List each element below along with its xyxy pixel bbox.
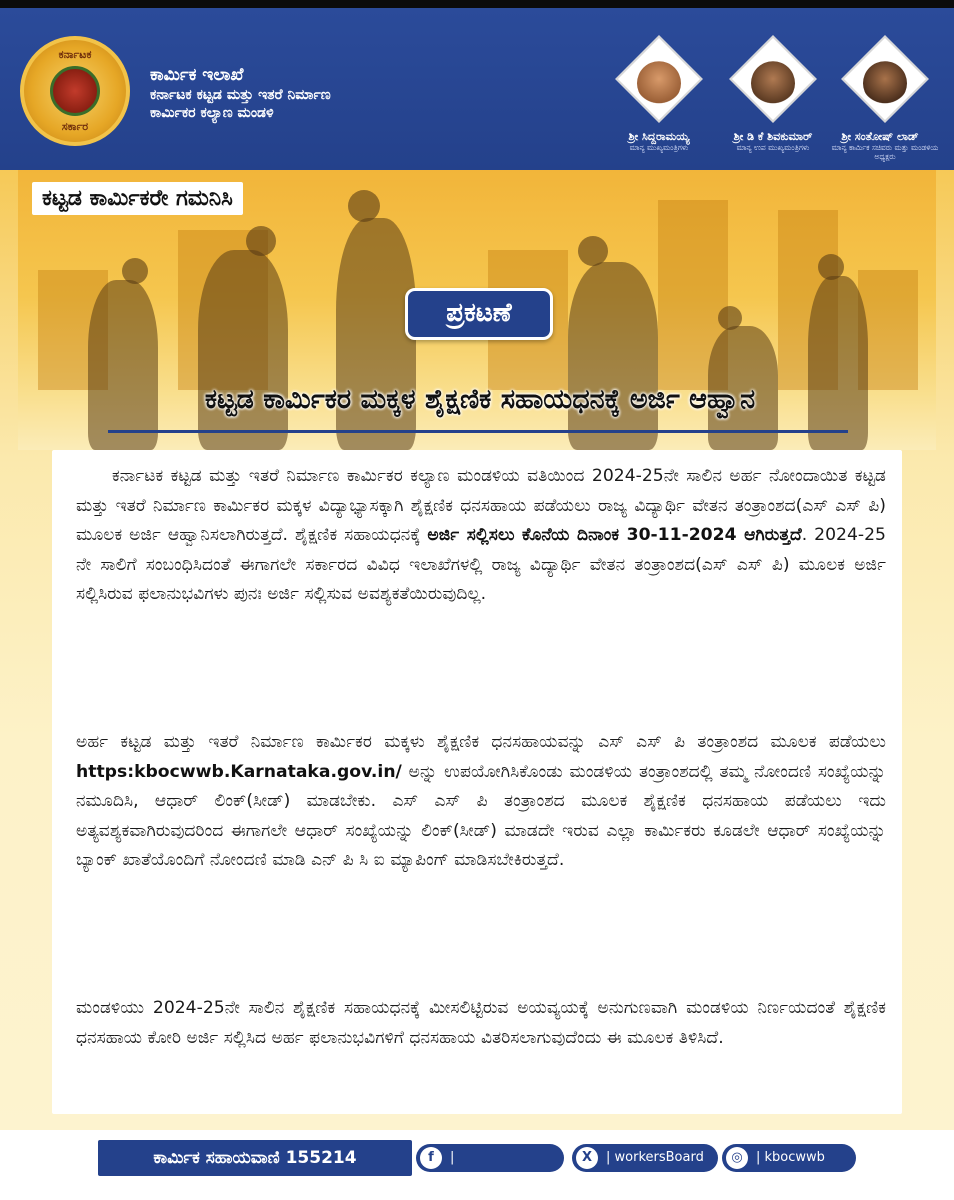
- x-handle[interactable]: [572, 1144, 718, 1172]
- leader-1-photo: [615, 35, 703, 123]
- leader-1-name: ಶ್ರೀ ಸಿದ್ದರಾಮಯ್ಯ: [628, 130, 690, 143]
- leader-2-name: ಶ್ರೀ ಡಿ ಕೆ ಶಿವಕುಮಾರ್: [733, 130, 813, 143]
- leader-2-role: ಮಾನ್ಯ ಉಪ ಮುಖ್ಯಮಂತ್ರಿಗಳು: [736, 143, 810, 152]
- helpline-badge: ಕಾರ್ಮಿಕ ಸಹಾಯವಾಣಿ 155214: [98, 1140, 412, 1176]
- instagram-youtube-handle[interactable]: [722, 1144, 856, 1172]
- deadline-highlight: ಅರ್ಜಿ ಸಲ್ಲಿಸಲು ಕೊನೆಯ ದಿನಾಂಕ 30-11-2024 ಆಗಿರುತ್ತದೆ: [427, 525, 802, 545]
- x-icon: X: [576, 1147, 598, 1169]
- page-title: ಕಟ್ಟಡ ಕಾರ್ಮಿಕರ ಮಕ್ಕಳ ಶೈಕ್ಷಣಿಕ ಸಹಾಯಧನಕ್ಕೆ ಅರ್ಜಿ ಆಹ್ವಾನ: [204, 384, 756, 415]
- facebook-handle-text: | workerswelfare: [450, 1150, 549, 1193]
- leader-3-photo: [841, 35, 929, 123]
- karnataka-seal-icon: [20, 36, 130, 146]
- facebook-handle[interactable]: [416, 1144, 564, 1193]
- leader-3: [830, 48, 940, 161]
- paragraph-3: [76, 994, 886, 1053]
- seal-bottom-text: ಸರ್ಕಾರ: [61, 120, 89, 133]
- worker-silhouette: [198, 250, 288, 450]
- paragraph-3-text: ಮಂಡಳಿಯು 2024-25ನೇ ಸಾಲಿನ ಶೈಕ್ಷಣಿಕ ಸಹಾಯಧನಕ್ಕೆ ಮೀಸಲಿಟ್ಟಿರುವ ಅಯವ್ಯಯಕ್ಕೆ ಅನುಗುಣವಾಗಿ ಮಂಡಳಿಯ ನಿರ್ಣಯದಂತೆ ಶೈಕ್ಷಣಿಕ ಧನಸಹಾಯ ಕೋರಿ ಅರ್ಜಿ ಸಲ್ಲಿಸಿದ ಅರ್ಹ ಫಲಾನುಭವಿಗಳಿಗೆ ಧನಸಹಾಯ ವಿತರಿಸಲಾಗುವುದೆಂದು ಈ ಮೂಲಕ ತಿಳಿಸಿದೆ.: [76, 998, 886, 1048]
- leader-2-photo: [729, 35, 817, 123]
- x-handle-text: | workersBoard: [606, 1150, 704, 1165]
- department-name: ಕಾರ್ಮಿಕ ಇಲಾಖೆ: [150, 65, 244, 85]
- worker-silhouette: [808, 276, 868, 450]
- paragraph-1-text-cont: . 2024-25 ನೇ ಸಾಲಿಗೆ ಸಂಬಂಧಿಸಿದಂತೆ ಈಗಾಗಲೇ ಸರ್ಕಾರದ ವಿವಿಧ ಇಲಾಖೆಗಳಲ್ಲಿ ರಾಜ್ಯ ವಿದ್ಯಾರ್ಥಿ ವೇತನ ತಂತ್ರಾಂಶದ(ಎಸ್ ಎಸ್ ಪಿ) ಮೂಲಕ ಅರ್ಜಿ ಸಲ್ಲಿಸಿರುವ ಫಲಾನುಭವಿಗಳು ಪುನಃ ಅರ್ಜಿ ಸಲ್ಲಿಸುವ ಅವಶ್ಯಕತೆಯಿರುವುದಿಲ್ಲ.: [76, 525, 886, 604]
- title-underline: [108, 430, 848, 433]
- paragraph-2-text: ಅರ್ಹ ಕಟ್ಟಡ ಮತ್ತು ಇತರೆ ನಿರ್ಮಾಣ ಕಾರ್ಮಿಕರ ಮಕ್ಕಳು ಶೈಕ್ಷಣಿಕ ಧನಸಹಾಯವನ್ನು ಎಸ್ ಎಸ್ ಪಿ ತಂತ್ರಾಂಶದ ಮೂಲಕ ಪಡೆಯಲು: [76, 732, 886, 752]
- department-block: [150, 64, 331, 122]
- website-link[interactable]: https:kbocwwb.Karnataka.gov.in/: [76, 761, 402, 782]
- leader-3-name: ಶ್ರೀ ಸಂತೋಷ್ ಲಾಡ್: [841, 130, 919, 143]
- header-bar: [0, 8, 954, 170]
- leader-1-role: ಮಾನ್ಯ ಮುಖ್ಯಮಂತ್ರಿಗಳು: [629, 143, 689, 152]
- seal-top-text: ಕರ್ನಾಟಕ: [58, 48, 92, 61]
- caution-label: ಕಟ್ಟಡ ಕಾರ್ಮಿಕರೇ ಗಮನಿಸಿ: [32, 182, 243, 215]
- notice-badge: ಪ್ರಕಟಣೆ: [405, 288, 553, 340]
- leader-3-role: ಮಾನ್ಯ ಕಾರ್ಮಿಕ ಸಚಿವರು ಮತ್ತು ಮಂಡಳಿಯ ಅಧ್ಯಕ್ಷರು: [831, 143, 939, 161]
- paragraph-1-text: ಕರ್ನಾಟಕ ಕಟ್ಟಡ ಮತ್ತು ಇತರೆ ನಿರ್ಮಾಣ ಕಾರ್ಮಿಕರ ಕಲ್ಯಾಣ ಮಂಡಳಿಯ ವತಿಯಿಂದ 2024-25ನೇ ಸಾಲಿನ ಅರ್ಹ ನೋಂದಾಯಿತ ಕಟ್ಟಡ ಮತ್ತು ಇತರೆ ನಿರ್ಮಾಣ ಕಾರ್ಮಿಕರ ಮಕ್ಕಳ ವಿದ್ಯಾಭ್ಯಾಸಕ್ಕಾಗಿ ಶೈಕ್ಷಣಿಕ ಧನಸಹಾಯ ಪಡೆಯಲು ರಾಜ್ಯ ವಿದ್ಯಾರ್ಥಿ ವೇತನ ತಂತ್ರಾಂಶದ(ಎಸ್ ಎಸ್ ಪಿ) ಮೂಲಕ ಅರ್ಜಿ ಆಹ್ವಾನಿಸಲಾಗಿರುತ್ತದೆ. ಶೈಕ್ಷಣಿಕ ಸಹಾಯಧನಕ್ಕೆ: [76, 466, 886, 545]
- instagram-icon: ◎: [726, 1147, 748, 1169]
- paragraph-2-text-cont: ಅನ್ನು ಉಪಯೋಗಿಸಿಕೊಂಡು ಮಂಡಳಿಯ ತಂತ್ರಾಂಶದಲ್ಲಿ ತಮ್ಮ ನೋಂದಣಿ ಸಂಖ್ಯೆಯನ್ನು ನಮೂದಿಸಿ, ಆಧಾರ್ ಲಿಂಕ್(ಸೀಡ್) ಮಾಡಬೇಕು. ಎಸ್ ಎಸ್ ಪಿ ತಂತ್ರಾಂಶದ ಮೂಲಕ ಶೈಕ್ಷಣಿಕ ಧನಸಹಾಯ ಪಡೆಯಲು ಇದು ಅತ್ಯವಶ್ಯಕವಾಗಿರುವುದರಿಂದ ಈಗಾಗಲೇ ಆಧಾರ್ ಸಂಖ್ಯೆಯನ್ನು ಲಿಂಕ್(ಸೀಡ್) ಮಾಡದೇ ಇರುವ ಎಲ್ಲಾ ಕಾರ್ಮಿಕರು ಕೂಡಲೇ ಆಧಾರ್ ಸಂಖ್ಯೆಯನ್ನು ಬ್ಯಾಂಕ್ ಖಾತೆಯೊಂದಿಗೆ ನೋಂದಣಿ ಮಾಡಿ ಎನ್ ಪಿ ಸಿ ಐ ಮ್ಯಾಪಿಂಗ್ ಮಾಡಿಸಬೇಕಿರುತ್ತದೆ.: [76, 761, 886, 870]
- paragraph-2: [76, 728, 886, 876]
- facebook-icon: f: [420, 1147, 442, 1169]
- worker-silhouette: [88, 280, 158, 450]
- board-name-line2: ಕಾರ್ಮಿಕರ ಕಲ್ಯಾಣ ಮಂಡಳಿ: [150, 105, 274, 121]
- leader-1: [604, 48, 714, 152]
- leader-2: [718, 48, 828, 152]
- emblem-icon: [50, 66, 100, 116]
- board-name-line1: ಕರ್ನಾಟಕ ಕಟ್ಟಡ ಮತ್ತು ಇತರೆ ನಿರ್ಮಾಣ: [150, 87, 331, 103]
- paragraph-1: [76, 462, 886, 610]
- worker-silhouette: [568, 262, 658, 450]
- instagram-handle-text: | kbocwwb: [756, 1150, 825, 1165]
